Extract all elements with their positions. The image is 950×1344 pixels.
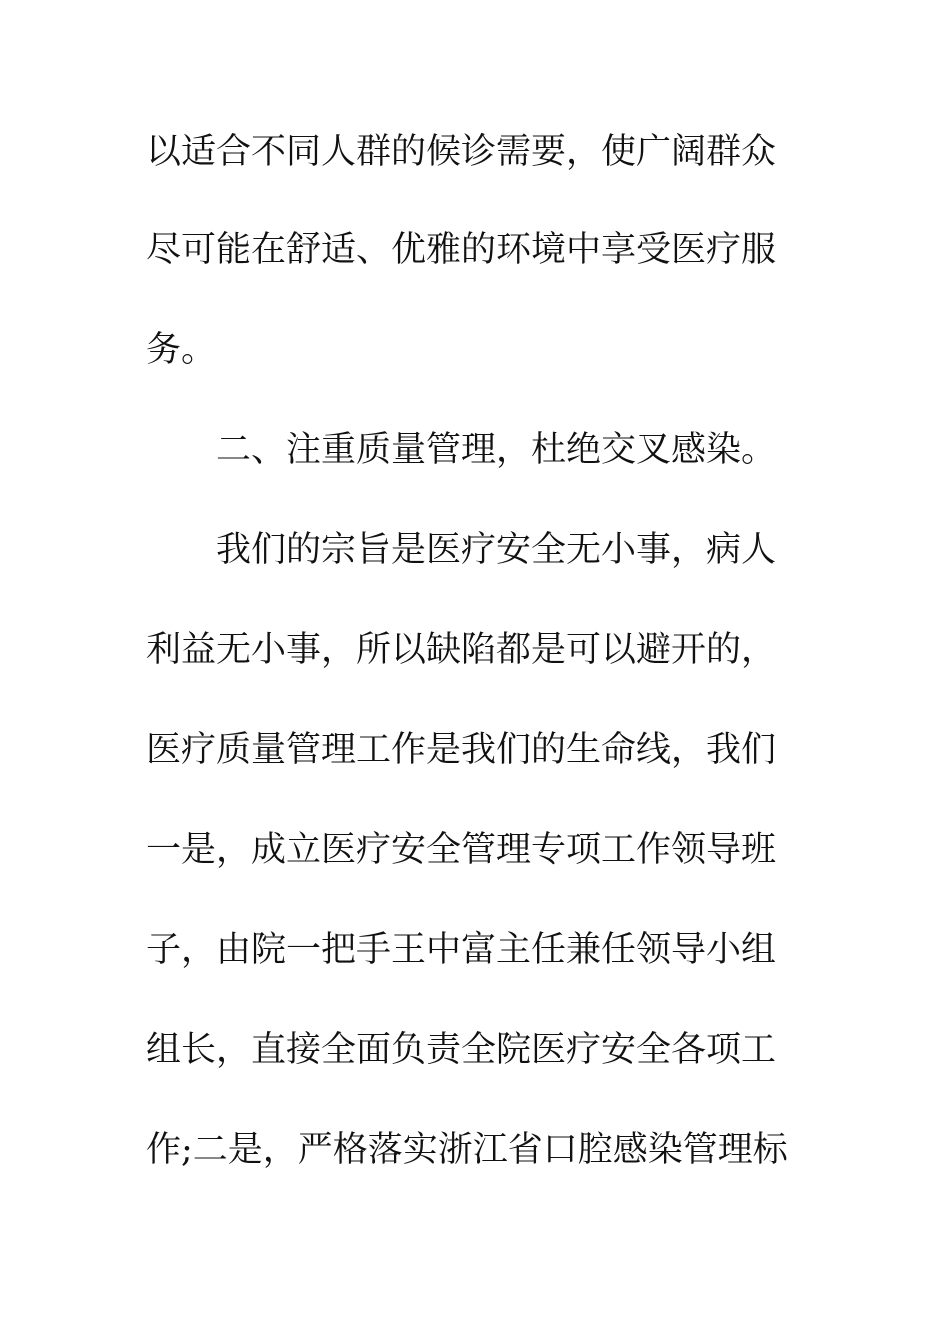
- text-line: 利益无小事，所以缺陷都是可以避开的，: [146, 630, 777, 670]
- text-line: 我们的宗旨是医疗安全无小事，病人: [216, 530, 777, 570]
- section-heading: 二、注重质量管理，杜绝交叉感染。: [216, 430, 777, 470]
- text-line: 务。: [146, 330, 217, 370]
- text-line: 以适合不同人群的候诊需要，使广阔群众: [146, 132, 777, 172]
- text-line: 尽可能在舒适、优雅的环境中享受医疗服: [146, 230, 777, 270]
- text-line: 子，由院一把手王中富主任兼任领导小组: [146, 930, 777, 970]
- text-line: 作;二是，严格落实浙江省口腔感染管理标: [146, 1130, 788, 1170]
- text-line: 一是，成立医疗安全管理专项工作领导班: [146, 830, 777, 870]
- text-line: 组长，直接全面负责全院医疗安全各项工: [146, 1030, 777, 1070]
- text-line: 医疗质量管理工作是我们的生命线，我们: [146, 730, 777, 770]
